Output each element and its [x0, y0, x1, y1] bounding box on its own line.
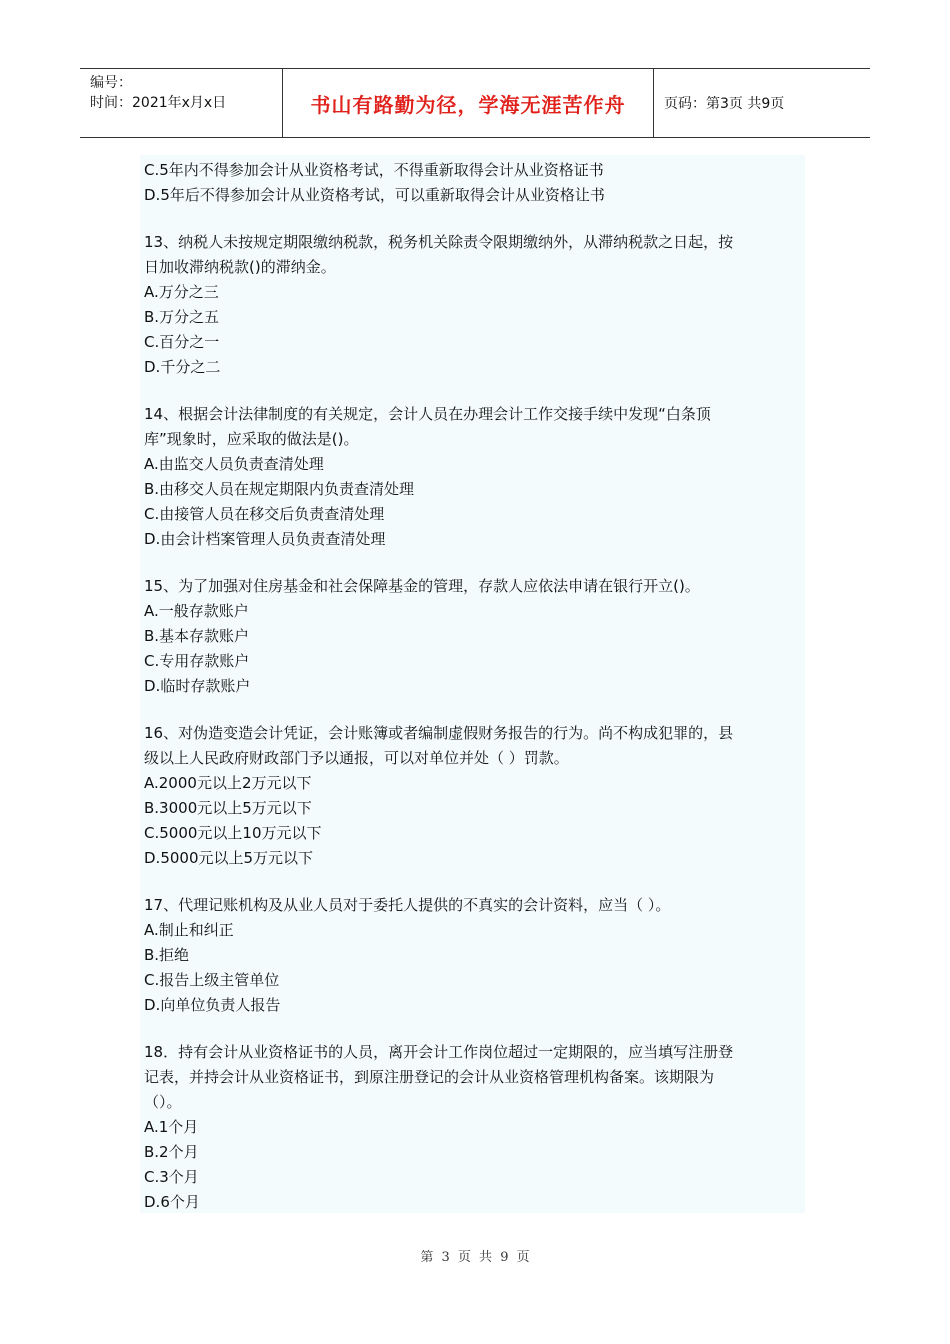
question-content — [140, 155, 805, 1213]
answer-option: D.由会计档案管理人员负责查清处理 — [144, 530, 386, 548]
question-17 — [144, 893, 805, 1018]
question-14 — [144, 402, 805, 552]
page-header — [80, 68, 870, 138]
answer-option: C.3个月 — [144, 1168, 199, 1186]
answer-option: D.5000元以上5万元以下 — [144, 849, 314, 867]
answer-option: A.制止和纠正 — [144, 921, 234, 939]
answer-option: D.千分之二 — [144, 358, 221, 376]
question-15 — [144, 574, 805, 699]
header-meta — [80, 69, 282, 137]
document-date-label: 时间：2021年x月x日 — [90, 95, 227, 111]
answer-option: C.报告上级主管单位 — [144, 971, 280, 989]
question-stem-line: 16、对伪造变造会计凭证，会计账簿或者编制虚假财务报告的行为。尚不构成犯罪的，县 — [144, 724, 734, 742]
question-stem-line: 级以上人民政府财政部门予以通报，可以对单位并处（ ）罚款。 — [144, 749, 569, 767]
answer-option: C.专用存款账户 — [144, 652, 250, 670]
header-motto: 书山有路勤为径，学海无涯苦作舟 — [282, 69, 654, 137]
answer-option: C.5000元以上10万元以下 — [144, 824, 322, 842]
question-13 — [144, 230, 805, 380]
answer-option: D.6个月 — [144, 1193, 200, 1211]
answer-option: B.基本存款账户 — [144, 627, 250, 645]
answer-option: C.百分之一 — [144, 333, 220, 351]
carryover-option: D.5年后不得参加会计从业资格考试，可以重新取得会计从业资格让书 — [144, 186, 605, 204]
question-stem-line: 14、根据会计法律制度的有关规定，会计人员在办理会计工作交接手续中发现“白条顶 — [144, 405, 711, 423]
question-stem-line: 17、代理记账机构及从业人员对于委托人提供的不真实的会计资料，应当（ ）。 — [144, 896, 671, 914]
answer-option: B.由移交人员在规定期限内负责查清处理 — [144, 480, 415, 498]
answer-option: A.一般存款账户 — [144, 602, 249, 620]
answer-option: D.临时存款账户 — [144, 677, 251, 695]
answer-option: A.万分之三 — [144, 283, 219, 301]
question-stem-line: 13、纳税人未按规定期限缴纳税款，税务机关除责令限期缴纳外，从滞纳税款之日起，按 — [144, 233, 734, 251]
question-stem-line: 15、为了加强对住房基金和社会保障基金的管理，存款人应依法申请在银行开立()。 — [144, 577, 700, 595]
carryover-option: C.5年内不得参加会计从业资格考试，不得重新取得会计从业资格证书 — [144, 161, 604, 179]
header-page-number: 页码：第3页 共9页 — [664, 96, 785, 112]
question-stem-line: 日加收滞纳税款()的滞纳金。 — [144, 258, 336, 276]
page-footer: 第 3 页 共 9 页 — [420, 1250, 530, 1265]
answer-option: A.1个月 — [144, 1118, 199, 1136]
question-stem-line: 18．持有会计从业资格证书的人员，离开会计工作岗位超过一定期限的，应当填写注册登 — [144, 1043, 734, 1061]
question-18 — [144, 1040, 805, 1215]
answer-option: C.由接管人员在移交后负责查清处理 — [144, 505, 385, 523]
answer-option: B.拒绝 — [144, 946, 190, 964]
question-16 — [144, 721, 805, 871]
answer-option: D.向单位负责人报告 — [144, 996, 281, 1014]
answer-option: B.2个月 — [144, 1143, 199, 1161]
question-stem-line: 记表，并持会计从业资格证书，到原注册登记的会计从业资格管理机构备案。该期限为 — [144, 1068, 715, 1086]
answer-option: B.3000元以上5万元以下 — [144, 799, 312, 817]
answer-option: A.2000元以上2万元以下 — [144, 774, 312, 792]
question-stem-line: 库”现象时，应采取的做法是()。 — [144, 430, 359, 448]
answer-option: A.由监交人员负责查清处理 — [144, 455, 324, 473]
question-stem-line: （）。 — [144, 1093, 182, 1111]
document-number-label: 编号： — [90, 75, 132, 91]
answer-option: B.万分之五 — [144, 308, 220, 326]
